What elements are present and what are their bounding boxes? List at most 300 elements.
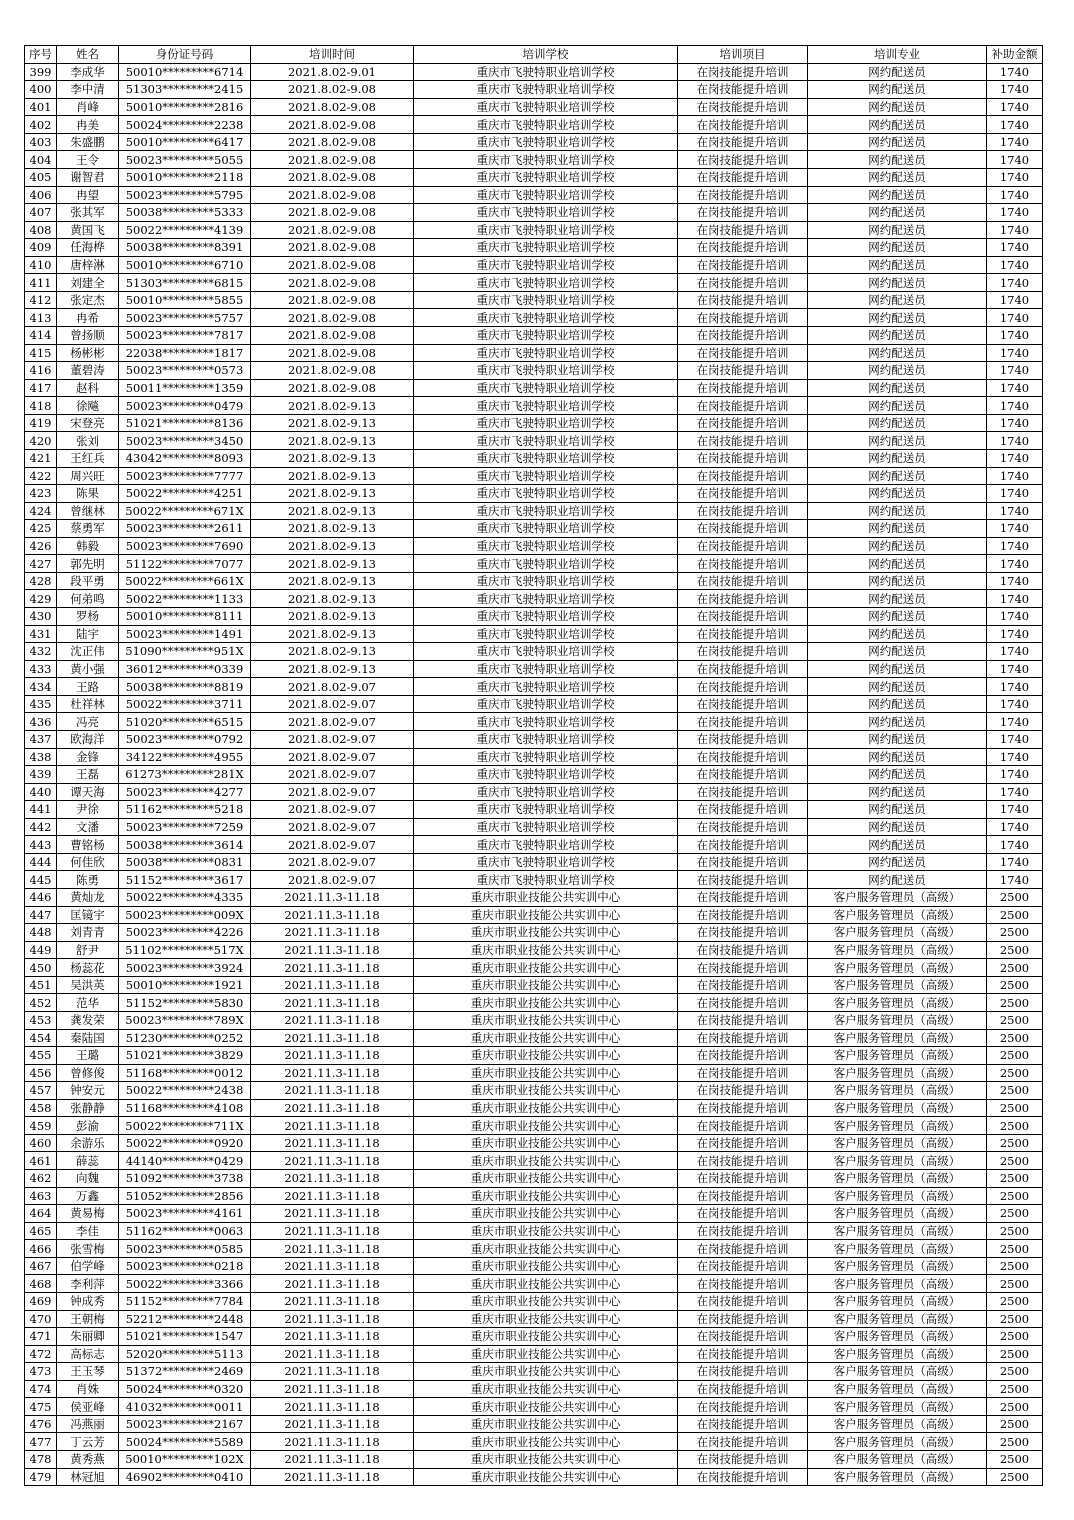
cell-seq: 408	[25, 221, 57, 239]
cell-name: 陈果	[57, 485, 119, 503]
cell-id-number: 50010*********102X	[119, 1451, 251, 1469]
cell-training-program: 在岗技能提升培训	[678, 1433, 808, 1451]
cell-id-number: 50023*********4277	[119, 783, 251, 801]
cell-training-school: 重庆市职业技能公共实训中心	[414, 1345, 678, 1363]
cell-training-school: 重庆市飞驶特职业培训学校	[414, 397, 678, 415]
cell-seq: 420	[25, 432, 57, 450]
cell-training-school: 重庆市飞驶特职业培训学校	[414, 116, 678, 134]
cell-subsidy-amount: 2500	[987, 959, 1043, 977]
cell-name: 韩毅	[57, 537, 119, 555]
cell-training-program: 在岗技能提升培训	[678, 766, 808, 784]
cell-seq: 458	[25, 1099, 57, 1117]
cell-training-school: 重庆市飞驶特职业培训学校	[414, 695, 678, 713]
cell-subsidy-amount: 2500	[987, 1170, 1043, 1188]
cell-training-school: 重庆市飞驶特职业培训学校	[414, 344, 678, 362]
cell-training-program: 在岗技能提升培训	[678, 994, 808, 1012]
cell-training-program: 在岗技能提升培训	[678, 1345, 808, 1363]
cell-training-major: 客户服务管理员（高级）	[808, 1152, 987, 1170]
table-row	[25, 1398, 1043, 1416]
cell-name: 李中清	[57, 81, 119, 99]
cell-name: 高标志	[57, 1345, 119, 1363]
cell-name: 张定杰	[57, 291, 119, 309]
cell-subsidy-amount: 1740	[987, 81, 1043, 99]
cell-subsidy-amount: 2500	[987, 1134, 1043, 1152]
cell-id-number: 34122*********4955	[119, 748, 251, 766]
cell-training-program: 在岗技能提升培训	[678, 678, 808, 696]
cell-training-program: 在岗技能提升培训	[678, 274, 808, 292]
cell-training-major: 客户服务管理员（高级）	[808, 906, 987, 924]
table-row	[25, 783, 1043, 801]
cell-training-major: 客户服务管理员（高级）	[808, 1468, 987, 1486]
cell-training-major: 客户服务管理员（高级）	[808, 1064, 987, 1082]
cell-id-number: 51230*********0252	[119, 1029, 251, 1047]
cell-training-program: 在岗技能提升培训	[678, 976, 808, 994]
cell-training-program: 在岗技能提升培训	[678, 81, 808, 99]
cell-name: 杜祥林	[57, 695, 119, 713]
cell-training-program: 在岗技能提升培训	[678, 1099, 808, 1117]
cell-name: 董碧涛	[57, 362, 119, 380]
cell-training-major: 网约配送员	[808, 98, 987, 116]
cell-subsidy-amount: 1740	[987, 63, 1043, 81]
cell-training-major: 客户服务管理员（高级）	[808, 1257, 987, 1275]
cell-training-time: 2021.11.3-11.18	[251, 994, 414, 1012]
cell-subsidy-amount: 2500	[987, 1380, 1043, 1398]
cell-subsidy-amount: 2500	[987, 1292, 1043, 1310]
table-row	[25, 976, 1043, 994]
cell-training-major: 客户服务管理员（高级）	[808, 1451, 987, 1469]
cell-training-major: 网约配送员	[808, 801, 987, 819]
cell-training-time: 2021.11.3-11.18	[251, 976, 414, 994]
cell-training-school: 重庆市飞驶特职业培训学校	[414, 783, 678, 801]
cell-subsidy-amount: 1740	[987, 643, 1043, 661]
cell-training-program: 在岗技能提升培训	[678, 1222, 808, 1240]
cell-id-number: 50023*********7817	[119, 327, 251, 345]
cell-name: 伯学峰	[57, 1257, 119, 1275]
cell-id-number: 50023*********0573	[119, 362, 251, 380]
cell-training-program: 在岗技能提升培训	[678, 291, 808, 309]
cell-training-time: 2021.11.3-11.18	[251, 1240, 414, 1258]
cell-training-program: 在岗技能提升培训	[678, 221, 808, 239]
cell-subsidy-amount: 2500	[987, 1275, 1043, 1293]
cell-name: 冉望	[57, 186, 119, 204]
cell-training-time: 2021.8.02-9.08	[251, 256, 414, 274]
cell-training-program: 在岗技能提升培训	[678, 1380, 808, 1398]
cell-id-number: 50022*********1133	[119, 590, 251, 608]
cell-name: 范华	[57, 994, 119, 1012]
cell-training-school: 重庆市职业技能公共实训中心	[414, 1029, 678, 1047]
cell-name: 张其军	[57, 204, 119, 222]
cell-id-number: 43042*********8093	[119, 449, 251, 467]
cell-training-major: 客户服务管理员（高级）	[808, 1134, 987, 1152]
cell-training-school: 重庆市飞驶特职业培训学校	[414, 81, 678, 99]
cell-training-major: 网约配送员	[808, 783, 987, 801]
cell-training-program: 在岗技能提升培训	[678, 1257, 808, 1275]
cell-id-number: 50010*********2118	[119, 168, 251, 186]
cell-id-number: 50010*********8111	[119, 608, 251, 626]
cell-training-major: 客户服务管理员（高级）	[808, 1170, 987, 1188]
cell-id-number: 50022*********0920	[119, 1134, 251, 1152]
table-row	[25, 116, 1043, 134]
cell-id-number: 51303*********2415	[119, 81, 251, 99]
cell-training-school: 重庆市职业技能公共实训中心	[414, 1415, 678, 1433]
cell-training-program: 在岗技能提升培训	[678, 748, 808, 766]
cell-training-time: 2021.11.3-11.18	[251, 1152, 414, 1170]
cell-seq: 418	[25, 397, 57, 415]
cell-training-program: 在岗技能提升培训	[678, 1152, 808, 1170]
table-row	[25, 941, 1043, 959]
table-row	[25, 1328, 1043, 1346]
cell-subsidy-amount: 1740	[987, 836, 1043, 854]
cell-id-number: 50038*********8391	[119, 239, 251, 257]
cell-training-program: 在岗技能提升培训	[678, 1082, 808, 1100]
cell-subsidy-amount: 2500	[987, 1011, 1043, 1029]
cell-training-time: 2021.11.3-11.18	[251, 1451, 414, 1469]
cell-training-major: 网约配送员	[808, 291, 987, 309]
table-row	[25, 994, 1043, 1012]
cell-subsidy-amount: 2500	[987, 1451, 1043, 1469]
cell-training-major: 客户服务管理员（高级）	[808, 1082, 987, 1100]
cell-training-time: 2021.8.02-9.13	[251, 555, 414, 573]
cell-training-major: 客户服务管理员（高级）	[808, 1099, 987, 1117]
table-row	[25, 1047, 1043, 1065]
cell-id-number: 51021*********1547	[119, 1328, 251, 1346]
cell-name: 曾修俊	[57, 1064, 119, 1082]
cell-subsidy-amount: 1740	[987, 256, 1043, 274]
cell-name: 丁云芳	[57, 1433, 119, 1451]
cell-id-number: 50023*********1491	[119, 625, 251, 643]
cell-name: 王令	[57, 151, 119, 169]
cell-name: 万鑫	[57, 1187, 119, 1205]
cell-training-program: 在岗技能提升培训	[678, 660, 808, 678]
cell-training-program: 在岗技能提升培训	[678, 713, 808, 731]
cell-id-number: 50023*********5055	[119, 151, 251, 169]
cell-seq: 425	[25, 520, 57, 538]
table-row	[25, 397, 1043, 415]
table-row	[25, 1082, 1043, 1100]
cell-training-program: 在岗技能提升培训	[678, 1328, 808, 1346]
cell-id-number: 41032*********0011	[119, 1398, 251, 1416]
cell-training-time: 2021.11.3-11.18	[251, 1328, 414, 1346]
cell-training-time: 2021.8.02-9.07	[251, 836, 414, 854]
cell-name: 任海桦	[57, 239, 119, 257]
table-row	[25, 713, 1043, 731]
cell-id-number: 50023*********3924	[119, 959, 251, 977]
cell-name: 谢智君	[57, 168, 119, 186]
cell-subsidy-amount: 2500	[987, 1433, 1043, 1451]
cell-name: 肖峰	[57, 98, 119, 116]
cell-seq: 472	[25, 1345, 57, 1363]
cell-training-time: 2021.8.02-9.07	[251, 853, 414, 871]
cell-subsidy-amount: 1740	[987, 397, 1043, 415]
cell-training-major: 客户服务管理员（高级）	[808, 1328, 987, 1346]
cell-name: 谭天海	[57, 783, 119, 801]
cell-subsidy-amount: 2500	[987, 889, 1043, 907]
cell-subsidy-amount: 2500	[987, 1152, 1043, 1170]
cell-seq: 409	[25, 239, 57, 257]
cell-training-school: 重庆市飞驶特职业培训学校	[414, 502, 678, 520]
cell-training-time: 2021.8.02-9.13	[251, 625, 414, 643]
cell-training-time: 2021.8.02-9.08	[251, 186, 414, 204]
table-row	[25, 1433, 1043, 1451]
cell-id-number: 36012*********0339	[119, 660, 251, 678]
cell-training-school: 重庆市职业技能公共实训中心	[414, 1099, 678, 1117]
table-row	[25, 327, 1043, 345]
cell-training-major: 客户服务管理员（高级）	[808, 1205, 987, 1223]
cell-subsidy-amount: 1740	[987, 344, 1043, 362]
cell-training-major: 网约配送员	[808, 590, 987, 608]
table-row	[25, 889, 1043, 907]
cell-training-time: 2021.11.3-11.18	[251, 1257, 414, 1275]
cell-subsidy-amount: 1740	[987, 695, 1043, 713]
cell-training-school: 重庆市飞驶特职业培训学校	[414, 186, 678, 204]
cell-training-school: 重庆市职业技能公共实训中心	[414, 994, 678, 1012]
cell-training-major: 客户服务管理员（高级）	[808, 1345, 987, 1363]
cell-training-time: 2021.11.3-11.18	[251, 1205, 414, 1223]
cell-subsidy-amount: 2500	[987, 1328, 1043, 1346]
cell-training-time: 2021.11.3-11.18	[251, 1064, 414, 1082]
cell-training-major: 网约配送员	[808, 467, 987, 485]
cell-subsidy-amount: 1740	[987, 168, 1043, 186]
cell-training-program: 在岗技能提升培训	[678, 379, 808, 397]
cell-training-school: 重庆市职业技能公共实训中心	[414, 1152, 678, 1170]
cell-id-number: 50038*********8819	[119, 678, 251, 696]
cell-id-number: 51303*********6815	[119, 274, 251, 292]
cell-training-major: 客户服务管理员（高级）	[808, 1275, 987, 1293]
cell-training-program: 在岗技能提升培训	[678, 256, 808, 274]
cell-training-time: 2021.8.02-9.13	[251, 502, 414, 520]
cell-training-program: 在岗技能提升培训	[678, 116, 808, 134]
cell-subsidy-amount: 1740	[987, 221, 1043, 239]
cell-id-number: 50022*********2438	[119, 1082, 251, 1100]
cell-seq: 448	[25, 924, 57, 942]
cell-training-time: 2021.11.3-11.18	[251, 1170, 414, 1188]
table-row	[25, 730, 1043, 748]
cell-seq: 442	[25, 818, 57, 836]
cell-training-program: 在岗技能提升培训	[678, 239, 808, 257]
cell-seq: 401	[25, 98, 57, 116]
cell-subsidy-amount: 1740	[987, 379, 1043, 397]
cell-training-school: 重庆市飞驶特职业培训学校	[414, 572, 678, 590]
cell-seq: 445	[25, 871, 57, 889]
cell-training-time: 2021.11.3-11.18	[251, 1415, 414, 1433]
cell-training-school: 重庆市职业技能公共实训中心	[414, 1222, 678, 1240]
cell-seq: 407	[25, 204, 57, 222]
table-row	[25, 1064, 1043, 1082]
cell-seq: 439	[25, 766, 57, 784]
table-row	[25, 1117, 1043, 1135]
cell-training-program: 在岗技能提升培训	[678, 1064, 808, 1082]
cell-training-school: 重庆市职业技能公共实训中心	[414, 1433, 678, 1451]
cell-id-number: 50010*********1921	[119, 976, 251, 994]
cell-training-major: 网约配送员	[808, 256, 987, 274]
cell-name: 赵科	[57, 379, 119, 397]
cell-training-time: 2021.8.02-9.07	[251, 871, 414, 889]
cell-training-school: 重庆市飞驶特职业培训学校	[414, 432, 678, 450]
cell-subsidy-amount: 2500	[987, 1082, 1043, 1100]
cell-seq: 471	[25, 1328, 57, 1346]
cell-training-school: 重庆市职业技能公共实训中心	[414, 1240, 678, 1258]
cell-training-major: 网约配送员	[808, 678, 987, 696]
cell-seq: 417	[25, 379, 57, 397]
cell-training-program: 在岗技能提升培训	[678, 414, 808, 432]
cell-training-time: 2021.8.02-9.13	[251, 397, 414, 415]
cell-subsidy-amount: 2500	[987, 1117, 1043, 1135]
cell-subsidy-amount: 1740	[987, 537, 1043, 555]
cell-training-school: 重庆市职业技能公共实训中心	[414, 1134, 678, 1152]
cell-training-major: 网约配送员	[808, 449, 987, 467]
cell-training-school: 重庆市飞驶特职业培训学校	[414, 555, 678, 573]
cell-training-school: 重庆市职业技能公共实训中心	[414, 1170, 678, 1188]
table-header-row	[25, 46, 1043, 64]
cell-training-time: 2021.8.02-9.08	[251, 344, 414, 362]
cell-training-major: 网约配送员	[808, 186, 987, 204]
cell-subsidy-amount: 2500	[987, 1257, 1043, 1275]
cell-training-time: 2021.8.02-9.08	[251, 274, 414, 292]
cell-subsidy-amount: 2500	[987, 1415, 1043, 1433]
cell-training-program: 在岗技能提升培训	[678, 502, 808, 520]
cell-training-program: 在岗技能提升培训	[678, 924, 808, 942]
cell-name: 唐梓淋	[57, 256, 119, 274]
cell-training-school: 重庆市飞驶特职业培训学校	[414, 151, 678, 169]
cell-training-major: 网约配送员	[808, 818, 987, 836]
cell-training-school: 重庆市飞驶特职业培训学校	[414, 608, 678, 626]
table-row	[25, 818, 1043, 836]
table-row	[25, 836, 1043, 854]
cell-seq: 473	[25, 1363, 57, 1381]
cell-training-time: 2021.11.3-11.18	[251, 1187, 414, 1205]
table-row	[25, 81, 1043, 99]
cell-name: 匡镜宇	[57, 906, 119, 924]
table-row	[25, 1415, 1043, 1433]
cell-seq: 440	[25, 783, 57, 801]
cell-training-time: 2021.11.3-11.18	[251, 1292, 414, 1310]
cell-name: 金锋	[57, 748, 119, 766]
cell-name: 秦陆国	[57, 1029, 119, 1047]
cell-training-major: 网约配送员	[808, 414, 987, 432]
cell-training-school: 重庆市职业技能公共实训中心	[414, 1064, 678, 1082]
table-row	[25, 1152, 1043, 1170]
cell-name: 黄灿龙	[57, 889, 119, 907]
cell-subsidy-amount: 1740	[987, 327, 1043, 345]
cell-training-time: 2021.11.3-11.18	[251, 1363, 414, 1381]
cell-name: 李成华	[57, 63, 119, 81]
table-row	[25, 1345, 1043, 1363]
cell-seq: 474	[25, 1380, 57, 1398]
cell-subsidy-amount: 1740	[987, 432, 1043, 450]
cell-id-number: 51122*********7077	[119, 555, 251, 573]
cell-training-major: 客户服务管理员（高级）	[808, 1363, 987, 1381]
cell-training-school: 重庆市飞驶特职业培训学校	[414, 98, 678, 116]
cell-seq: 423	[25, 485, 57, 503]
cell-training-time: 2021.11.3-11.18	[251, 1134, 414, 1152]
cell-name: 钟成秀	[57, 1292, 119, 1310]
cell-training-time: 2021.8.02-9.07	[251, 766, 414, 784]
cell-training-school: 重庆市飞驶特职业培训学校	[414, 643, 678, 661]
cell-id-number: 50022*********711X	[119, 1117, 251, 1135]
header-subsidy-amount: 补助金额	[987, 46, 1043, 64]
cell-name: 杨蕊花	[57, 959, 119, 977]
header-id-number: 身份证号码	[119, 46, 251, 64]
cell-id-number: 51152*********7784	[119, 1292, 251, 1310]
cell-training-major: 客户服务管理员（高级）	[808, 941, 987, 959]
cell-seq: 466	[25, 1240, 57, 1258]
cell-training-major: 客户服务管理员（高级）	[808, 959, 987, 977]
cell-training-school: 重庆市职业技能公共实训中心	[414, 1398, 678, 1416]
cell-training-time: 2021.11.3-11.18	[251, 1222, 414, 1240]
cell-training-school: 重庆市职业技能公共实训中心	[414, 1328, 678, 1346]
cell-seq: 422	[25, 467, 57, 485]
cell-training-school: 重庆市职业技能公共实训中心	[414, 1187, 678, 1205]
cell-seq: 411	[25, 274, 57, 292]
cell-seq: 421	[25, 449, 57, 467]
cell-training-program: 在岗技能提升培训	[678, 941, 808, 959]
cell-training-program: 在岗技能提升培训	[678, 133, 808, 151]
cell-training-school: 重庆市飞驶特职业培训学校	[414, 590, 678, 608]
cell-training-major: 网约配送员	[808, 239, 987, 257]
cell-seq: 403	[25, 133, 57, 151]
cell-training-program: 在岗技能提升培训	[678, 204, 808, 222]
cell-name: 欧海洋	[57, 730, 119, 748]
cell-training-program: 在岗技能提升培训	[678, 783, 808, 801]
cell-name: 林冠旭	[57, 1468, 119, 1486]
cell-id-number: 50023*********2611	[119, 520, 251, 538]
cell-name: 李佳	[57, 1222, 119, 1240]
cell-training-time: 2021.8.02-9.13	[251, 590, 414, 608]
table-row	[25, 432, 1043, 450]
cell-seq: 427	[25, 555, 57, 573]
cell-name: 朱盛鹏	[57, 133, 119, 151]
cell-training-time: 2021.11.3-11.18	[251, 924, 414, 942]
cell-subsidy-amount: 1740	[987, 766, 1043, 784]
cell-training-time: 2021.11.3-11.18	[251, 906, 414, 924]
table-row	[25, 221, 1043, 239]
cell-name: 钟安元	[57, 1082, 119, 1100]
cell-training-major: 网约配送员	[808, 362, 987, 380]
cell-id-number: 50023*********4226	[119, 924, 251, 942]
cell-id-number: 50010*********6714	[119, 63, 251, 81]
cell-training-major: 网约配送员	[808, 63, 987, 81]
cell-id-number: 50023*********0218	[119, 1257, 251, 1275]
cell-name: 王朝梅	[57, 1310, 119, 1328]
cell-training-time: 2021.8.02-9.08	[251, 133, 414, 151]
cell-seq: 460	[25, 1134, 57, 1152]
cell-training-time: 2021.8.02-9.07	[251, 695, 414, 713]
cell-id-number: 50010*********5855	[119, 291, 251, 309]
cell-subsidy-amount: 2500	[987, 1205, 1043, 1223]
cell-training-school: 重庆市职业技能公共实训中心	[414, 1380, 678, 1398]
cell-id-number: 51021*********8136	[119, 414, 251, 432]
cell-name: 黄易梅	[57, 1205, 119, 1223]
table-row	[25, 766, 1043, 784]
cell-training-time: 2021.11.3-11.18	[251, 1380, 414, 1398]
cell-training-program: 在岗技能提升培训	[678, 889, 808, 907]
cell-training-time: 2021.8.02-9.08	[251, 151, 414, 169]
cell-training-school: 重庆市飞驶特职业培训学校	[414, 818, 678, 836]
cell-name: 冯亮	[57, 713, 119, 731]
cell-seq: 416	[25, 362, 57, 380]
cell-training-school: 重庆市职业技能公共实训中心	[414, 1292, 678, 1310]
cell-training-major: 网约配送员	[808, 836, 987, 854]
cell-subsidy-amount: 2500	[987, 1398, 1043, 1416]
cell-id-number: 50024*********0320	[119, 1380, 251, 1398]
cell-training-time: 2021.8.02-9.08	[251, 239, 414, 257]
cell-training-program: 在岗技能提升培训	[678, 397, 808, 415]
cell-training-school: 重庆市职业技能公共实训中心	[414, 1363, 678, 1381]
cell-training-program: 在岗技能提升培训	[678, 449, 808, 467]
cell-subsidy-amount: 1740	[987, 520, 1043, 538]
cell-name: 尹徐	[57, 801, 119, 819]
cell-name: 蔡勇军	[57, 520, 119, 538]
